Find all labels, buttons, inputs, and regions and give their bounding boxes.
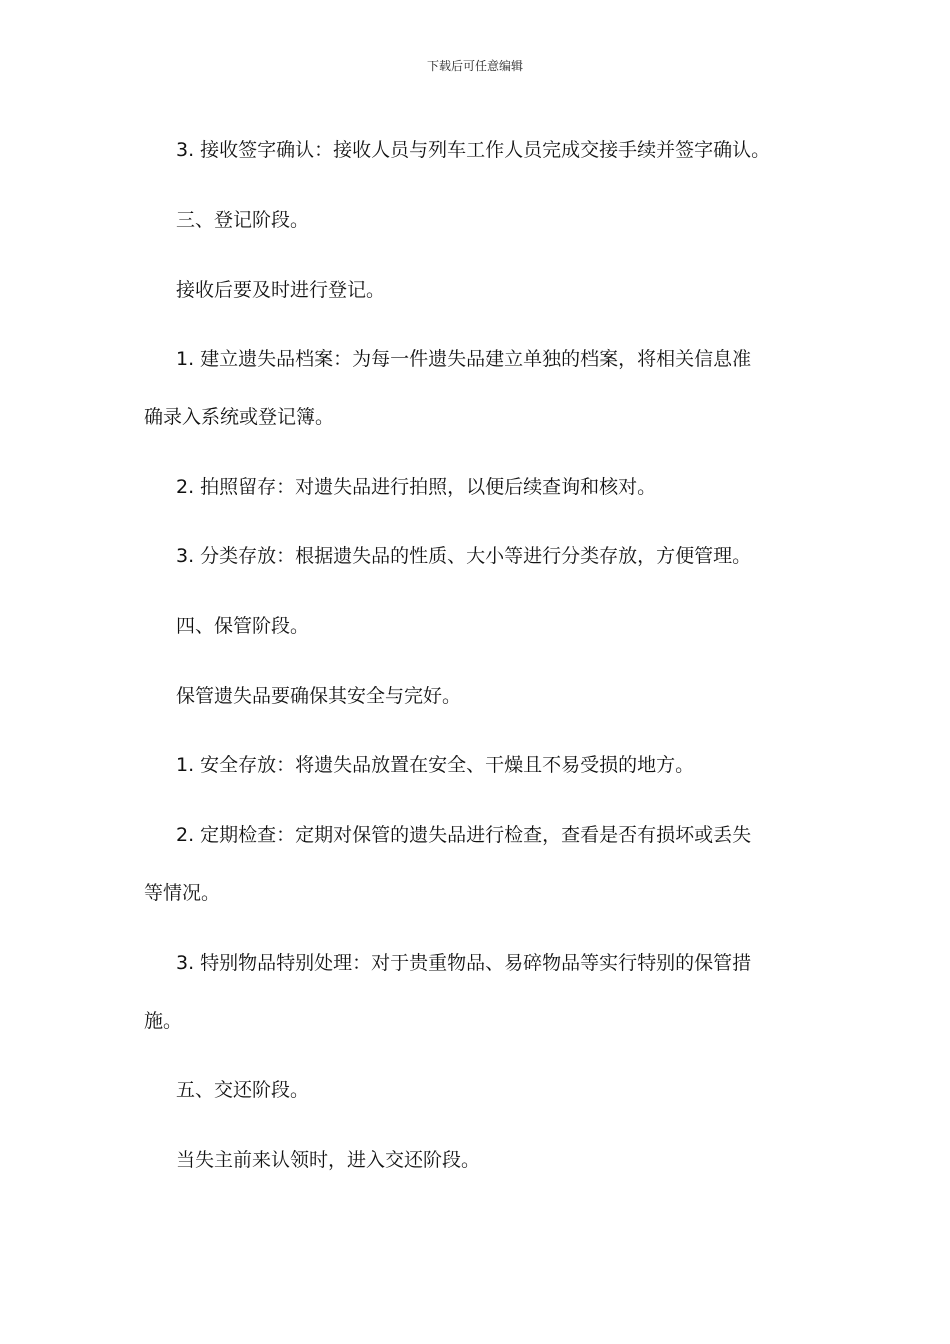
paragraph-line: 保管遗失品要确保其安全与完好。 <box>176 685 462 707</box>
paragraph-line: 3. 分类存放：根据遗失品的性质、大小等进行分类存放，方便管理。 <box>176 545 752 567</box>
paragraph-line: 2. 定期检查：定期对保管的遗失品进行检查，查看是否有损坏或丢失 <box>176 824 752 846</box>
paragraph-continuation: 等情况。 <box>144 882 221 904</box>
paragraph-line: 接收后要及时进行登记。 <box>176 279 386 301</box>
paragraph-line: 3. 接收签字确认：接收人员与列车工作人员完成交接手续并签字确认。 <box>176 139 771 161</box>
section-heading: 四、保管阶段。 <box>176 615 310 637</box>
section-heading: 五、交还阶段。 <box>176 1079 310 1101</box>
paragraph-line: 当失主前来认领时，进入交还阶段。 <box>176 1149 481 1171</box>
paragraph-continuation: 施。 <box>144 1010 183 1032</box>
paragraph-line: 1. 建立遗失品档案：为每一件遗失品建立单独的档案，将相关信息准 <box>176 348 752 370</box>
paragraph-line: 1. 安全存放：将遗失品放置在安全、干燥且不易受损的地方。 <box>176 754 695 776</box>
paragraph-line: 2. 拍照留存：对遗失品进行拍照，以便后续查询和核对。 <box>176 476 657 498</box>
page-header: 下载后可任意编辑 <box>426 59 523 73</box>
paragraph-line: 3. 特别物品特别处理：对于贵重物品、易碎物品等实行特别的保管措 <box>176 952 752 974</box>
paragraph-continuation: 确录入系统或登记簿。 <box>144 406 335 428</box>
section-heading: 三、登记阶段。 <box>176 209 310 231</box>
